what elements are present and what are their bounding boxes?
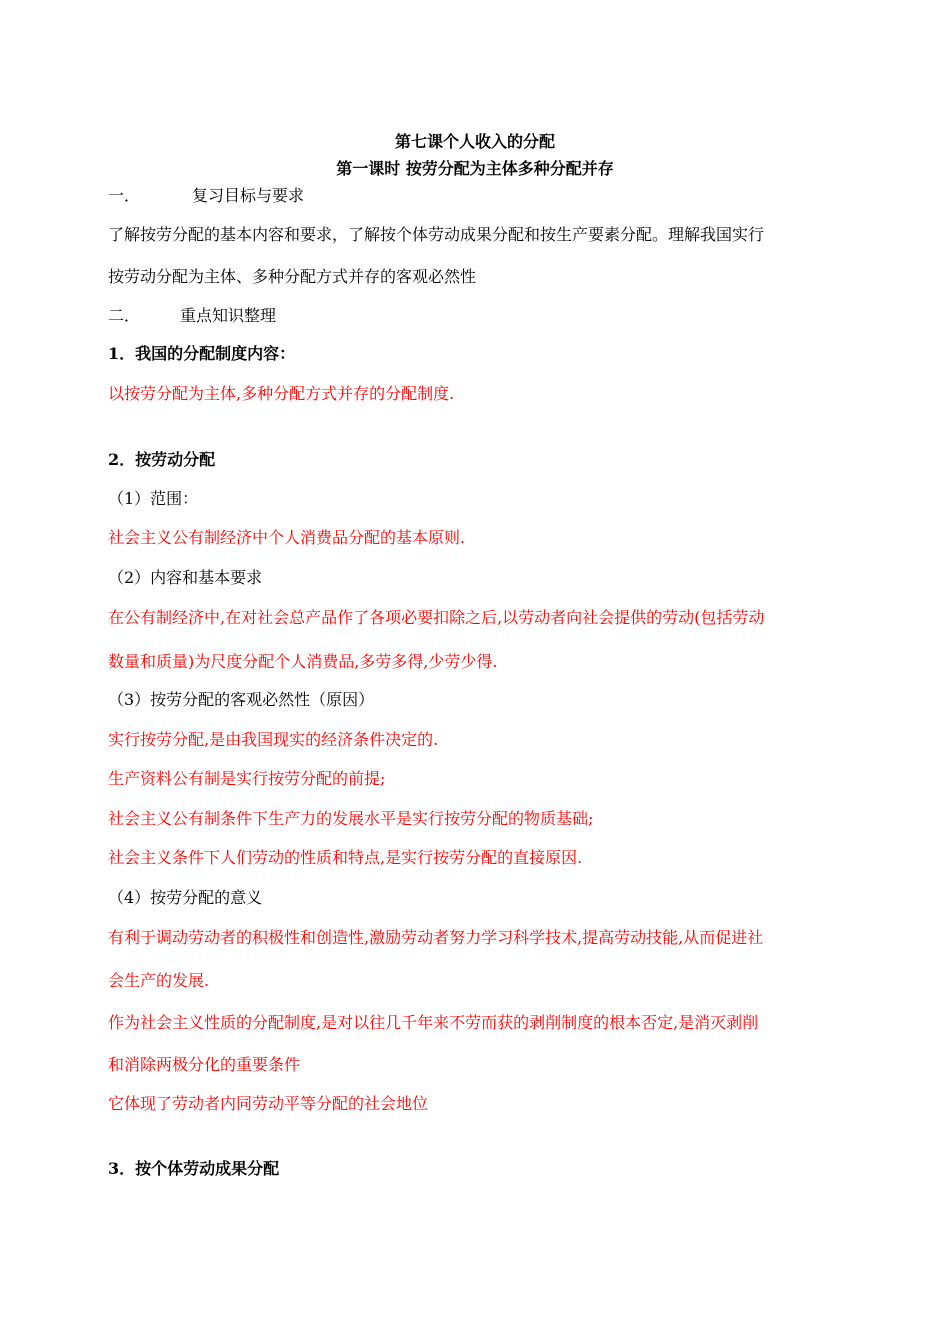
item1-heading: 1．我国的分配制度内容： xyxy=(108,344,296,363)
item2-heading: 2．按劳动分配 xyxy=(108,450,216,469)
item2-sub4-answer3: 它体现了劳动者内同劳动平等分配的社会地位 xyxy=(108,1094,429,1113)
item2-sub2-answer-line1: 在公有制经济中,在对社会总产品作了各项必要扣除之后,以劳动者向社会提供的劳动(包括劳动 xyxy=(108,608,765,627)
item2-sub2-answer-line2: 数量和质量)为尺度分配个人消费品,多劳多得,少劳少得. xyxy=(108,652,498,671)
section1-body-line2: 按劳动分配为主体、多种分配方式并存的客观必然性 xyxy=(108,267,477,286)
item2-sub3-answer: 实行按劳分配,是由我国现实的经济条件决定的. xyxy=(108,730,439,749)
item2-sub4-answer2-line2: 和消除两极分化的重要条件 xyxy=(108,1055,301,1074)
item2-sub1-answer: 社会主义公有制经济中个人消费品分配的基本原则. xyxy=(108,528,466,547)
section1-body-line1: 了解按劳分配的基本内容和要求，了解按个体劳动成果分配和按生产要素分配。理解我国实行 xyxy=(108,225,765,244)
section1-title: 复习目标与要求 xyxy=(192,186,305,205)
document-subtitle: 第一课时 按劳分配为主体多种分配并存 xyxy=(336,159,614,178)
section2-heading xyxy=(108,306,848,326)
document-title: 第七课个人收入的分配 xyxy=(394,132,555,151)
item2-sub3-answer: 生产资料公有制是实行按劳分配的前提; xyxy=(108,769,386,788)
section1-heading xyxy=(108,186,848,206)
section2-number: 二． xyxy=(108,306,141,325)
item2-sub3-label: （3）按劳分配的客观必然性（原因） xyxy=(108,690,375,709)
item2-sub4-answer1-line2: 会生产的发展. xyxy=(108,971,210,990)
item2-sub4-label: （4）按劳分配的意义 xyxy=(108,888,263,907)
item1-answer: 以按劳分配为主体,多种分配方式并存的分配制度. xyxy=(108,384,455,403)
item2-sub4-answer1-line1: 有利于调动劳动者的积极性和创造性,激励劳动者努力学习科学技术,提高劳动技能,从而促进社 xyxy=(108,928,764,947)
item2-sub1-label: （1）范围： xyxy=(108,489,199,508)
item3-heading: 3．按个体劳动成果分配 xyxy=(108,1159,280,1178)
section2-title: 重点知识整理 xyxy=(180,306,277,325)
item2-sub3-answer: 社会主义条件下人们劳动的性质和特点,是实行按劳分配的直接原因. xyxy=(108,848,583,867)
item2-sub3-answer: 社会主义公有制条件下生产力的发展水平是实行按劳分配的物质基础; xyxy=(108,809,594,828)
item2-sub4-answer2-line1: 作为社会主义性质的分配制度,是对以往几千年来不劳而获的剥削制度的根本否定,是消灭剥削 xyxy=(108,1013,759,1032)
section1-number: 一． xyxy=(108,186,141,205)
item2-sub2-label: （2）内容和基本要求 xyxy=(108,568,263,587)
